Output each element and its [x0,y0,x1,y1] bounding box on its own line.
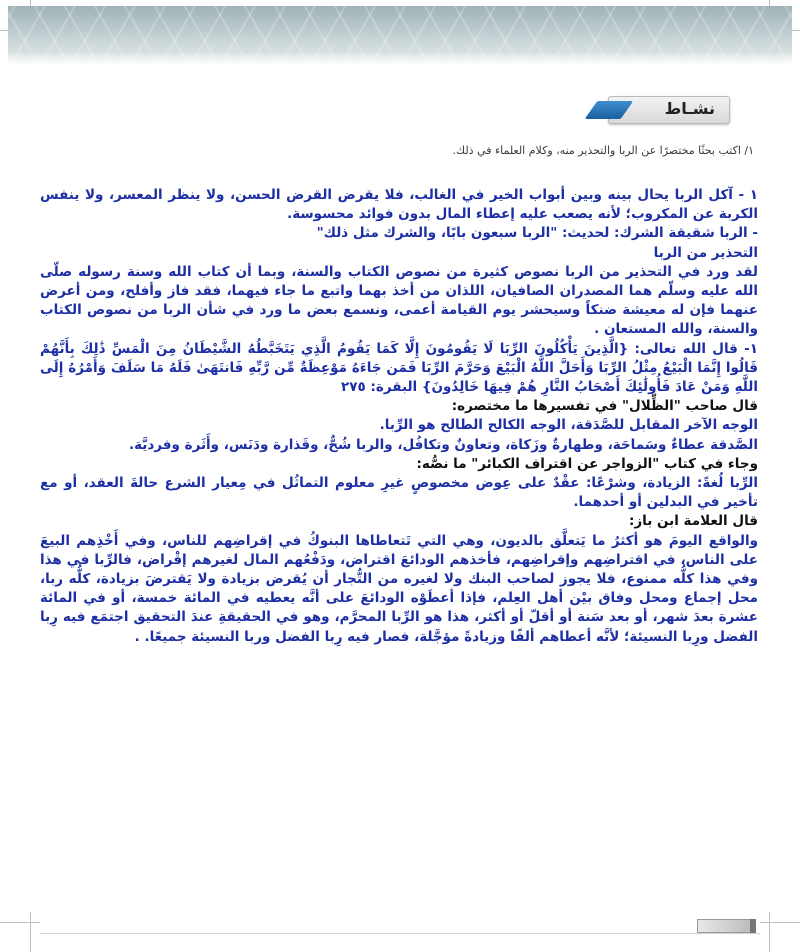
activity-instruction: ١/ اكتب بحثًا مختصرًا عن الربا والتحذير منه، وكلام العلماء في ذلك. [452,144,754,157]
page-marker-end [750,919,756,933]
paragraph: الصَّدقة عطاءٌ وسَماحَة، وطهارةٌ وزَكاة، وتعاونٌ وتكافُل، والربا شُحٌّ، وقَذارة ودَنَس، وأَثَرة وفرديَّة. [128,436,758,453]
footer-rule [40,933,760,934]
paragraph: الوجه الآخر المقابل للصَّدَقة، الوجه الكالح الطالح هو الرِّبا. [379,417,758,434]
activity-badge [608,96,730,124]
crop-mark [0,922,40,923]
crop-mark [769,912,770,952]
quote-intro: وجاء في كتاب "الزواجر عن اقتراف الكبائر" ما نصُّه: [416,455,758,472]
paragraph: - الربا شقيقة الشرك: لحديث: "الربا سبعون بابًا، والشرك مثل ذلك" [316,225,758,242]
paragraph: ١ - آكل الربا يحال بينه وبين أبواب الخير في الغالب، فلا يقرض القرض الحسن، ولا ينظر المعسر، ولا ينفس الكربة عن المكروب؛ لأنه يصعب عليه إعطاء المال بدون فوائد محسوسة. [40,187,758,223]
definition: الرِّبا لُغةً: الزيادة، وشرْعًا: عقْدٌ على عِوض مخصوصٍ غيرِ معلوم التماثُل في مِعيار الشرع حالةَ العقد، أو مع تأخير في البدلين أو أحدهما. [40,475,758,511]
crop-mark [30,912,31,952]
page-marker-bar [697,919,751,933]
header-banner-fade [8,52,792,66]
quote-intro: قال صاحب "الظِّلال" في تفسيرها ما مختصره: [451,398,758,415]
paragraph: لقد ورد في التحذير من الربا نصوص كثيرة من نصوص الكتاب والسنة، وبما أن كتاب الله وسنة رسوله صلّى الله عليه وسلّم هما المصدران الصافيان، اللذان من أخذ بهما واتبع ما جاء فيهما، فقد فاز وأفلح، ومن أعرض عنهما فإن له معيشة ضنكاً وسيحشر يوم القيامة أعمى، ونسمع بعض ما ورد في شأن الربا من نصوص الكتاب والسنة، والله المستعان . [40,263,758,338]
answer-body [40,186,758,647]
quran-verse: ١- قال الله تعالى: {الَّذِينَ يَأْكُلُونَ الرِّبَا لَا يَقُومُونَ إِلَّا كَمَا يَقُومُ الَّذِي يَتَخَبَّطُهُ الشَّيْطَانُ مِنَ الْمَسِّ ذَٰلِكَ بِأَنَّهُمْ قَالُوا إِنَّمَا الْبَيْعُ مِثْلُ الرِّبَا وَأَحَلَّ اللَّهُ الْبَيْعَ وَحَرَّمَ الرِّبَا فَمَن جَاءَهُ مَوْعِظَةٌ مِّن رَّبِّهِ فَانتَهَىٰ فَلَهُ مَا سَلَفَ وَأَمْرُهُ إِلَى اللَّهِ وَمَنْ عَادَ فَأُولَٰئِكَ أَصْحَابُ النَّارِ هُمْ فِيهَا خَالِدُونَ} البقرة: ٢٧٥ [40,340,758,396]
badge-accent-tab [585,101,634,119]
quote-intro: قال العلامة ابن باز: [629,513,758,530]
section-heading: التحذير من الربا [653,244,758,261]
activity-label: نشـاط [664,99,715,118]
paragraph: والواقع اليومَ هو أكثرُ ما يَتعلَّق بالديون، وهي التي تَتعاطاها البنوكُ في إقراضِهم للناس، وفي أَخْذِهم البيعَ على الناس، في اقتراضِهم وإقراضِهم، فأخذهم الودائعَ اقتراض، ودَفْعُهم المال لغيرهم إقْراض، فالرِّبا في هذا وفي هذا كلُّه ممنوع، فلا يجوز لصاحب البنك ولا لغيره من التُّجار أن يُقرض بزيادة ولا يَقترضَ بزيادة، كلُّه ربا، محل إجماع ومحل وفاق بيْن أهل العِلم، فإذا أعطَوْه الودائعَ على أنَّه يعطيه في المائة خمسة، أو في المائة عشرة بعدَ شهر، أو بعد سَنة أو أقلّ أو أكثر، هذا هو الرِّبا المحرَّم، وهو في الحقيقةِ عندَ التحقيق اجتمَع فيه رِبا الفضل ورِبا النسيئة؛ لأنَّه أعطاهم ألفًا وزيادةً مؤجَّلة، فصار فيه رِبا الفضل وربا النسيئة جميعًا. . [40,532,758,645]
crop-mark [760,922,800,923]
